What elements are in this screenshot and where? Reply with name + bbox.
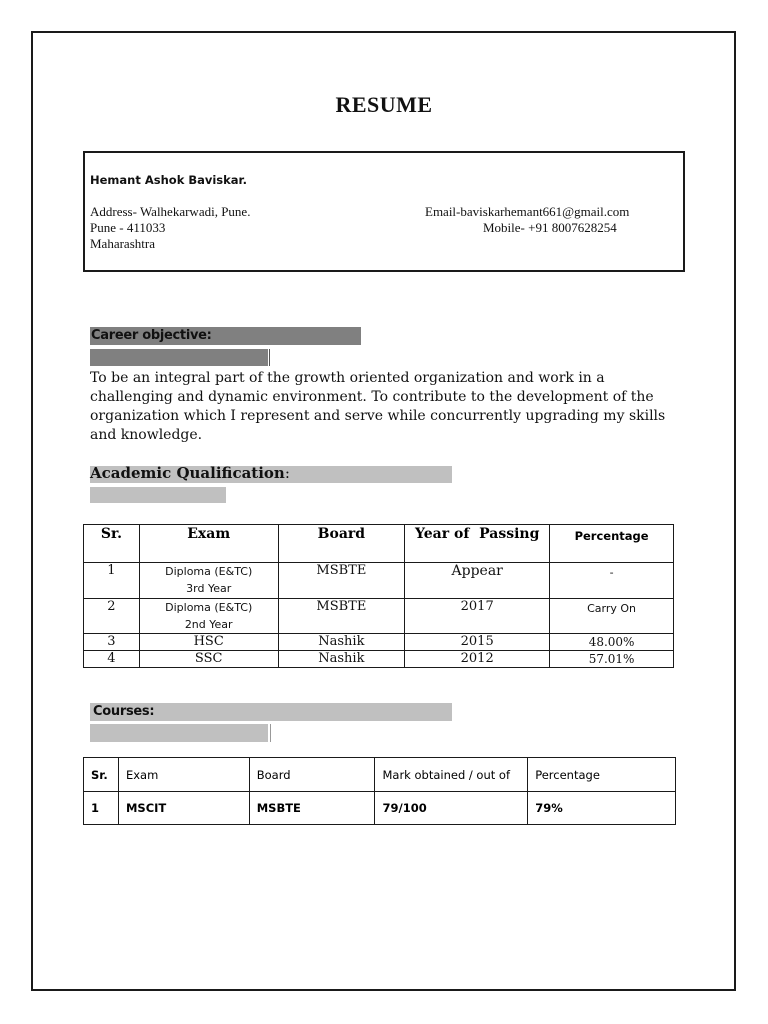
career-subbar-edge [269,349,270,366]
academic-percentage: 48.00% [550,634,674,651]
table-row [84,563,674,599]
course-percentage: 79% [528,792,676,825]
academic-board: MSBTE [278,599,405,634]
courses-col-exam: Exam [118,758,249,792]
course-exam: MSCIT [118,792,249,825]
courses-header-row [84,758,676,792]
academic-table [83,524,674,668]
career-objective-text: To be an integral part of the growth oriented organization and work in a challenging and dynamic environment. To contribute to the development of the organization which I represent and serve while concurrently upgrading my skills and knowledge. [90,370,666,443]
academic-sr: 2 [84,599,140,634]
email-text: Email-baviskarhemant661@gmail.com [425,204,630,219]
address-line-1: Address- Walhekarwadi, Pune. [90,204,251,219]
candidate-name: Hemant Ashok Baviskar. [90,173,247,187]
table-row [84,599,674,634]
academic-year: 2012 [405,651,550,668]
course-board: MSBTE [249,792,375,825]
course-sr: 1 [84,792,119,825]
academic-col-percentage: Percentage [550,525,674,563]
courses-subbar-edge [270,724,271,742]
table-row [84,634,674,651]
courses-col-sr: Sr. [84,758,119,792]
address-line-3: Maharashtra [90,236,155,251]
academic-sr: 4 [84,651,140,668]
address-line-2: Pune - 411033 [90,220,166,235]
academic-heading: Academic Qualification: [90,464,290,482]
table-row [84,792,676,825]
academic-sr: 1 [84,563,140,599]
academic-sr: 3 [84,634,140,651]
academic-board: MSBTE [278,563,405,599]
courses-col-marks: Mark obtained / out of [375,758,528,792]
academic-percentage: - [550,563,674,599]
courses-subbar [90,724,268,742]
table-row [84,651,674,668]
resume-title: RESUME [335,92,433,117]
courses-col-percentage: Percentage [528,758,676,792]
academic-col-sr: Sr. [84,525,140,563]
academic-percentage: 57.01% [550,651,674,668]
academic-col-board: Board [278,525,405,563]
academic-percentage: Carry On [550,599,674,634]
academic-exam: Diploma (E&TC) 2nd Year [139,599,278,634]
academic-year: Appear [405,563,550,599]
courses-col-board: Board [249,758,375,792]
courses-heading: Courses: [93,704,155,719]
career-subbar [90,349,268,366]
career-heading: Career objective: [91,328,212,343]
academic-board: Nashik [278,651,405,668]
courses-table [83,757,676,825]
course-marks: 79/100 [375,792,528,825]
academic-subbar [90,487,226,503]
academic-exam: SSC [139,651,278,668]
academic-exam: HSC [139,634,278,651]
academic-header-row [84,525,674,563]
mobile-text: Mobile- +91 8007628254 [483,220,617,235]
academic-year: 2015 [405,634,550,651]
academic-col-year: Year of Passing [405,525,550,563]
academic-board: Nashik [278,634,405,651]
academic-year: 2017 [405,599,550,634]
academic-col-exam: Exam [139,525,278,563]
academic-exam: Diploma (E&TC) 3rd Year [139,563,278,599]
